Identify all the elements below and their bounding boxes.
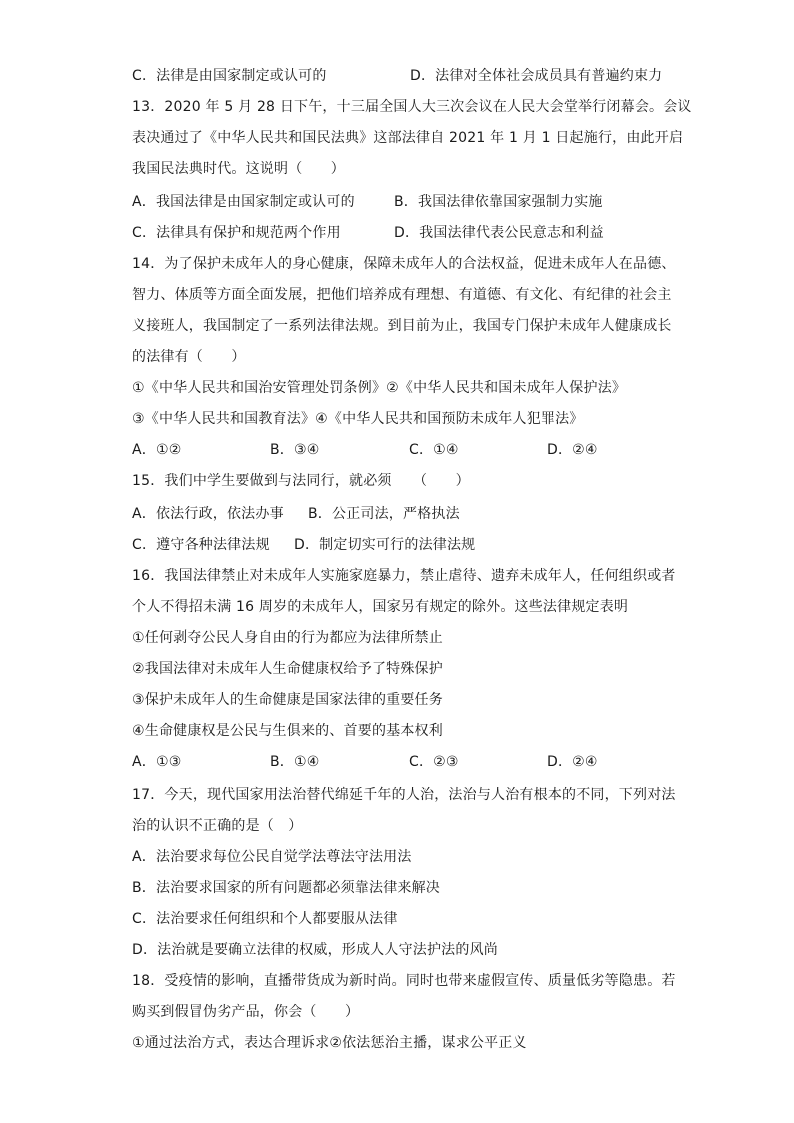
q16-statement-2: ②我国法律对未成年人生命健康权给予了特殊保护: [132, 661, 443, 677]
q17-option-c: C．法治要求任何组织和个人都要服从法律: [132, 911, 398, 927]
q14-stem-line4: 的法律有（ ）: [132, 349, 246, 365]
option-c: C．①④: [409, 442, 459, 458]
option-d: D．制定切实可行的法律法规: [294, 537, 476, 553]
q17-stem-line2: 治的认识不正确的是（ ）: [132, 818, 303, 834]
q18-statement-1-2: ①通过法治方式，表达合理诉求②依法惩治主播，谋求公平正义: [132, 1035, 527, 1051]
option-b: B．①④: [270, 754, 320, 770]
q16-statement-1: ①任何剥夺公民人身自由的行为都应为法律所禁止: [132, 630, 443, 646]
q14-stem-line1: 14．为了保护未成年人的身心健康，保障未成年人的合法权益，促进未成年人在品德、: [132, 256, 676, 272]
q16-statement-4: ④生命健康权是公民与生俱来的、首要的基本权利: [132, 723, 443, 739]
q16-stem-line1: 16．我国法律禁止对未成年人实施家庭暴力，禁止虐待、遗弃未成年人，任何组织或者: [132, 568, 676, 584]
q17-option-b: B．法治要求国家的所有问题都必须靠法律来解决: [132, 880, 441, 896]
option-b: B．③④: [270, 442, 320, 458]
option-c: C．法律是由国家制定或认可的: [132, 68, 327, 84]
option-b: B．我国法律依靠国家强制力实施: [394, 194, 603, 210]
q14-stem-line3: 义接班人，我国制定了一系列法律法规。到目前为止，我国专门保护未成年人健康成长: [132, 318, 672, 334]
option-c: C．②③: [409, 754, 459, 770]
option-a: A．①②: [132, 442, 182, 458]
option-c: C．遵守各种法律法规: [132, 537, 270, 553]
option-b: B．公正司法，严格执法: [308, 506, 460, 522]
option-d: D．②④: [547, 754, 598, 770]
q17-stem-line1: 17．今天，现代国家用法治替代绵延千年的人治，法治与人治有根本的不同，下列对法: [132, 787, 676, 803]
option-d: D．②④: [547, 442, 598, 458]
q13-stem-line2: 表决通过了《中华人民共和国民法典》这部法律自 2021 年 1 月 1 日起施行，由此开启: [132, 130, 684, 146]
option-a: A．我国法律是由国家制定或认可的: [132, 194, 355, 210]
q14-stem-line2: 智力、体质等方面全面发展，把他们培养成有理想、有道德、有文化、有纪律的社会主: [132, 287, 672, 303]
q13-stem-line1: 13．2020 年 5 月 28 日下午，十三届全国人大三次会议在人民大会堂举行闭幕会。会议: [132, 99, 692, 115]
q15-stem: 15．我们中学生要做到与法同行，就必须 （ ）: [132, 473, 470, 489]
option-a: A．依法行政，依法办事: [132, 506, 284, 522]
q16-statement-3: ③保护未成年人的生命健康是国家法律的重要任务: [132, 692, 443, 708]
option-c: C．法律具有保护和规范两个作用: [132, 225, 341, 241]
q18-stem-line1: 18．受疫情的影响，直播带货成为新时尚。同时也带来虚假宣传、质量低劣等隐患。若: [132, 973, 676, 989]
option-d: D．我国法律代表公民意志和利益: [394, 225, 604, 241]
option-a: A．①③: [132, 754, 182, 770]
q18-stem-line2: 购买到假冒伪劣产品，你会（ ）: [132, 1004, 360, 1020]
q17-option-d: D．法治就是要确立法律的权威，形成人人守法护法的风尚: [132, 942, 498, 958]
q14-statement-3-4: ③《中华人民共和国教育法》④《中华人民共和国预防未成年人犯罪法》: [132, 411, 584, 427]
q13-stem-line3: 我国民法典时代。这说明（ ）: [132, 161, 345, 177]
q14-statement-1-2: ①《中华人民共和国治安管理处罚条例》②《中华人民共和国未成年人保护法》: [132, 380, 627, 396]
q16-stem-line2: 个人不得招未满 16 周岁的未成年人，国家另有规定的除外。这些法律规定表明: [132, 599, 629, 615]
q17-option-a: A．法治要求每位公民自觉学法尊法守法用法: [132, 849, 412, 865]
option-d: D．法律对全体社会成员具有普遍约束力: [410, 68, 663, 84]
